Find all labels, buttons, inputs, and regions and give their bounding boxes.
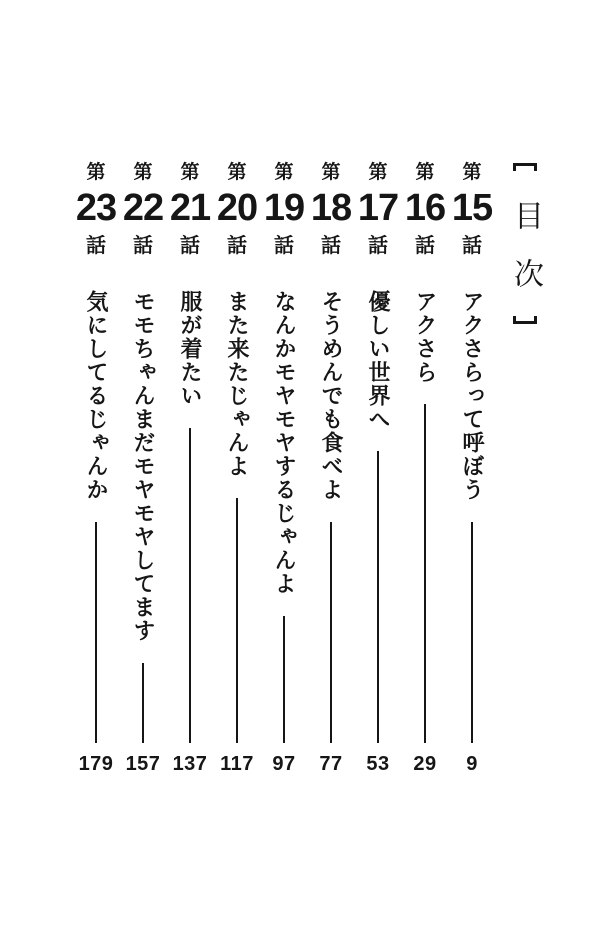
leader-line [283, 616, 285, 744]
episode-number: 22 [122, 187, 164, 229]
toc-entry-21 [166, 163, 214, 743]
leader-line [424, 404, 426, 743]
episode-suffix: 話 [227, 235, 247, 257]
episode-prefix: 第 [227, 162, 247, 183]
episode-suffix: 話 [133, 235, 153, 257]
page-number: 77 [319, 753, 343, 775]
leader-line [377, 451, 379, 743]
close-bracket-icon [513, 316, 537, 324]
episode-title: また来たじゃんよ [225, 290, 250, 478]
episode-title: モモちゃんまだモヤモヤしてます [131, 290, 156, 643]
leader-line [95, 522, 97, 744]
page-number: 97 [272, 753, 296, 775]
leader-line [142, 663, 144, 744]
episode-prefix: 第 [180, 162, 200, 183]
episode-prefix: 第 [133, 162, 153, 183]
toc-entry-17 [354, 163, 402, 743]
episode-suffix: 話 [321, 235, 341, 257]
episode-suffix: 話 [462, 235, 482, 257]
toc-entry-16 [401, 163, 449, 743]
page-number: 29 [413, 753, 437, 775]
page-number: 157 [125, 753, 161, 775]
episode-prefix: 第 [368, 162, 388, 183]
leader-line [471, 522, 473, 744]
page-number: 117 [220, 753, 254, 775]
page-number: 9 [466, 753, 478, 775]
episode-number: 20 [216, 187, 258, 229]
episode-prefix: 第 [462, 162, 482, 183]
episode-number: 18 [310, 187, 352, 229]
toc-title-text: 目次 [509, 200, 542, 316]
episode-prefix: 第 [274, 162, 294, 183]
episode-suffix: 話 [180, 235, 200, 257]
leader-line [236, 498, 238, 743]
episode-number: 23 [75, 187, 117, 229]
page-number: 179 [78, 753, 114, 775]
episode-suffix: 話 [86, 235, 106, 257]
episode-suffix: 話 [415, 235, 435, 257]
episode-number: 17 [357, 187, 399, 229]
episode-title: なんかモヤモヤするじゃんよ [272, 290, 297, 596]
episode-title: アクさら [413, 290, 438, 384]
toc-entry-18 [307, 163, 355, 743]
leader-line [189, 428, 191, 744]
toc-entry-20 [213, 163, 261, 743]
episode-title: 気にしてるじゃんか [84, 290, 109, 502]
episode-suffix: 話 [274, 235, 294, 257]
open-bracket-icon [513, 163, 537, 171]
episode-title: 優しい世界へ [366, 290, 391, 431]
episode-number: 15 [451, 187, 493, 229]
episode-title: 服が着たい [178, 290, 203, 408]
toc-title [510, 163, 540, 324]
toc-entry-22 [119, 163, 167, 743]
page-number: 53 [366, 753, 390, 775]
leader-line [330, 522, 332, 744]
episode-prefix: 第 [86, 162, 106, 183]
episode-number: 16 [404, 187, 446, 229]
episode-prefix: 第 [415, 162, 435, 183]
episode-title: そうめんでも食べよ [319, 290, 344, 502]
episode-prefix: 第 [321, 162, 341, 183]
toc-entry-15 [448, 163, 496, 743]
episode-title: アクさらって呼ぼう [460, 290, 485, 502]
toc-entry-23 [72, 163, 120, 743]
toc-entry-19 [260, 163, 308, 743]
episode-number: 19 [263, 187, 305, 229]
page-number: 137 [172, 753, 208, 775]
episode-number: 21 [169, 187, 211, 229]
episode-suffix: 話 [368, 235, 388, 257]
